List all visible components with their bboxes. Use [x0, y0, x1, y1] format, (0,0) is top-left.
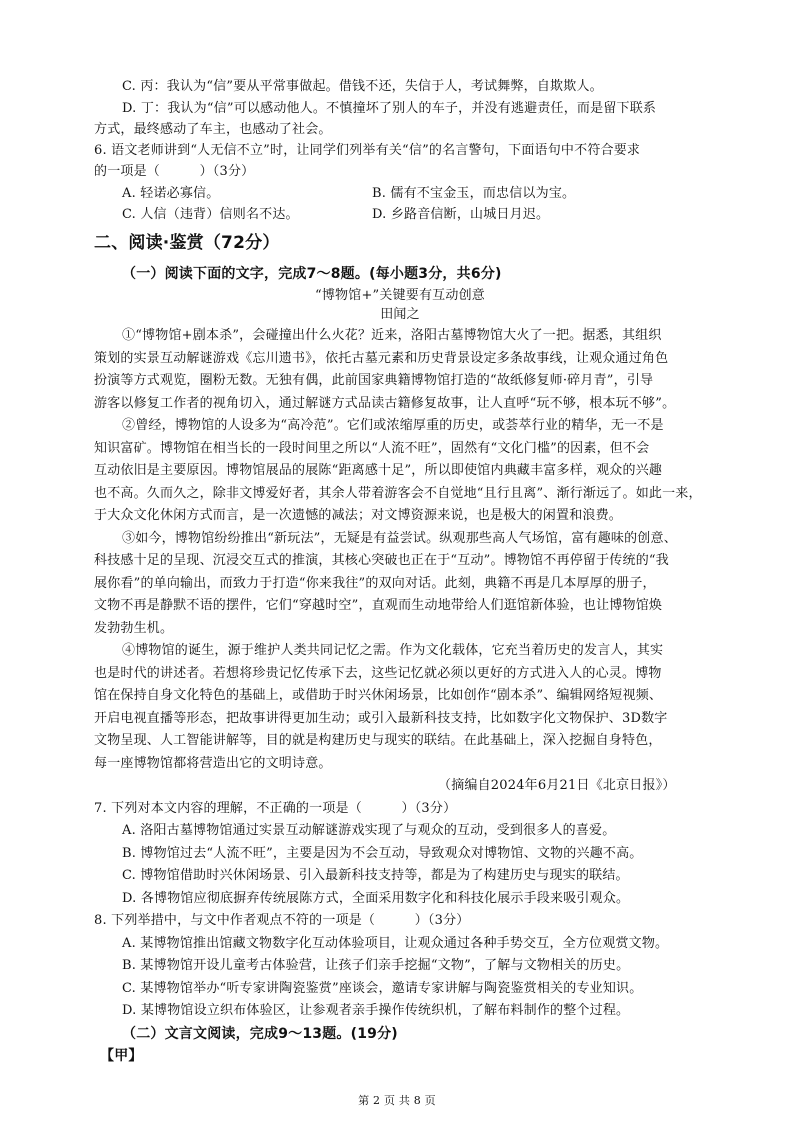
- paragraph-line: 展你看”的单向输出，而致力于打造“你来我往”的双向对话。此刻，典籍不再是几本厚厚的册子，: [94, 576, 656, 591]
- paragraph-line: ②曾经，博物馆的人设多为“高冷范”。它们或浓缩厚重的历史，或荟萃行业的精华，无一不是: [122, 418, 664, 433]
- paragraph-line: 文物不再是静默不语的摆件，它们“穿越时空”，直观而生动地带给人们逛馆新体验，也让博物馆焕: [94, 598, 663, 613]
- paragraph-line: 开启电视直播等形态，把故事讲得更加生动；或引入最新科技支持，比如数字化文物保护、3D数字: [94, 711, 668, 726]
- paragraph-line: 互动依旧是主要原因。博物馆展品的展陈“距离感十足”，所以即使馆内典藏丰富多样，观众的兴趣: [94, 463, 663, 478]
- q8-option-d: D. 某博物馆设立织布体验区，让参观者亲手操作传统织机，了解布料制作的整个过程。: [122, 1003, 630, 1018]
- paragraph-line: 知识富矿。博物馆在相当长的一段时间里之所以“人流不旺”，固然有“文化门槛”的因素，但不会: [94, 441, 650, 456]
- paragraph-line: 发勃勃生机。: [94, 621, 174, 636]
- paragraph-line: ①“博物馆+剧本杀”，会碰撞出什么火花？近来，洛阳古墓博物馆大火了一把。据悉，其组织: [122, 328, 662, 343]
- q5-option-c: C. 丙：我认为“信”要从平常事做起。借钱不还，失信于人，考试舞弊，自欺欺人。: [122, 79, 603, 94]
- paragraph-line: ④博物馆的诞生，源于维护人类共同记忆之需。作为文化载体，它充当着历史的发言人，其实: [122, 643, 664, 658]
- q6-stem-line2: 的一项是（ ）（3分）: [94, 164, 255, 179]
- q6-option-d: D. 乡路音信断，山城日月迟。: [372, 207, 550, 222]
- q7-stem: 7. 下列对本文内容的理解，不正确的一项是（ ）（3分）: [94, 801, 457, 816]
- paragraph-line: 文物呈现、人工智能讲解等，目的就是构建历史与现实的联结。在此基础上，深入挖掘自身特色，: [94, 733, 662, 748]
- q8-option-a: A. 某博物馆推出馆藏文物数字化互动体验项目，让观众通过各种手势交互，全方位观赏文物。: [122, 936, 669, 951]
- q7-option-d: D. 各博物馆应彻底摒弃传统展陈方式，全面采用数字化和科技化展示手段来吸引观众。: [122, 891, 630, 906]
- paragraph-line: 科技感十足的呈现、沉浸交互式的推演，其核心突破也正在于“互动”。博物馆不再停留于传统的“我: [94, 553, 669, 568]
- paragraph-line: 也是时代的讲述者。若想将珍贵记忆传承下去，这些记忆就必须以更好的方式进入人的心灵。博物: [94, 666, 662, 681]
- paragraph-line: 也不高。久而久之，除非文博爱好者，其余人带着游客会不自觉地“且行且离”、渐行渐远了。如此一来，: [94, 486, 702, 501]
- q8-stem: 8. 下列举措中，与文中作者观点不符的一项是（ ）（3分）: [94, 913, 470, 928]
- paragraph-line: 游客以修复工作者的视角切入，通过解谜方式品读古籍修复故事，让人直呼“玩不够，根本玩不够”。: [94, 396, 676, 411]
- q5-option-d-line1: D. 丁：我认为“信”可以感动他人。不慎撞坏了别人的车子，并没有逃避责任，而是留下联系: [122, 101, 657, 116]
- paragraph-line: 扮演等方式观览，圈粉无数。无独有偶，此前国家典籍博物馆打造的“故纸修复师·碎月青”，引导: [94, 373, 654, 388]
- part1-heading: （一）阅读下面的文字，完成7～8题。(每小题3分，共6分): [122, 266, 502, 282]
- paragraph-line: 策划的实景互动解谜游戏《忘川遗书》，依托古墓元素和历史背景设定多条故事线，让观众通过角色: [94, 351, 669, 366]
- paragraph-line: 馆在保持自身文化特色的基础上，或借助于时兴休闲场景，比如创作“剧本杀”、编辑网络短视频、: [94, 688, 663, 703]
- q6-option-a: A. 轻诺必寡信。: [122, 186, 220, 201]
- q7-option-a: A. 洛阳古墓博物馆通过实景互动解谜游戏实现了与观众的互动，受到很多人的喜爱。: [122, 823, 616, 838]
- part2-heading: （二）文言文阅读，完成9～13题。(19分): [122, 1026, 398, 1042]
- page-footer: 第 2 页 共 8 页: [358, 1094, 436, 1107]
- q8-option-b: B. 某博物馆开设儿童考古体验营，让孩子们亲手挖掘“文物”，了解与文物相关的历史。: [122, 958, 630, 973]
- q6-option-b: B. 儒有不宝金玉，而忠信以为宝。: [372, 186, 576, 201]
- paragraph-line: 于大众文化休闲方式而言，是一次遗憾的减法；对文博资源来说，也是极大的闲置和浪费。: [94, 508, 623, 523]
- article-source: （摘编自2024年6月21日《北京日报》）: [438, 778, 676, 793]
- paragraph-line: 每一座博物馆都将营造出它的文明诗意。: [94, 756, 332, 771]
- section-heading: 二、阅读·鉴赏（72分）: [94, 233, 280, 253]
- part2-label: 【甲】: [100, 1048, 143, 1064]
- article-author: 田闻之: [380, 307, 420, 322]
- q6-option-c: C. 人信（违背）信则名不达。: [122, 207, 299, 222]
- paragraph-line: ③如今，博物馆纷纷推出“新玩法”，无疑是有益尝试。纵观那些高人气场馆，富有趣味的创意、: [122, 531, 677, 546]
- q7-option-c: C. 博物馆借助时兴休闲场景、引入最新科技支持等，都是为了构建历史与现实的联结。: [122, 868, 629, 883]
- article-title: “博物馆+”关键要有互动创意: [315, 288, 485, 303]
- q6-stem-line1: 6. 语文老师讲到“人无信不立”时，让同学们列举有关“信”的名言警句，下面语句中不符合要求: [94, 143, 641, 158]
- q5-option-d-line2: 方式，最终感动了车主，也感动了社会。: [94, 122, 332, 137]
- q7-option-b: B. 博物馆过去“人流不旺”，主要是因为不会互动，导致观众对博物馆、文物的兴趣不高。: [122, 846, 643, 861]
- q8-option-c: C. 某博物馆举办“听专家讲陶瓷鉴赏”座谈会，邀请专家讲解与陶瓷鉴赏相关的专业知识。: [122, 981, 643, 996]
